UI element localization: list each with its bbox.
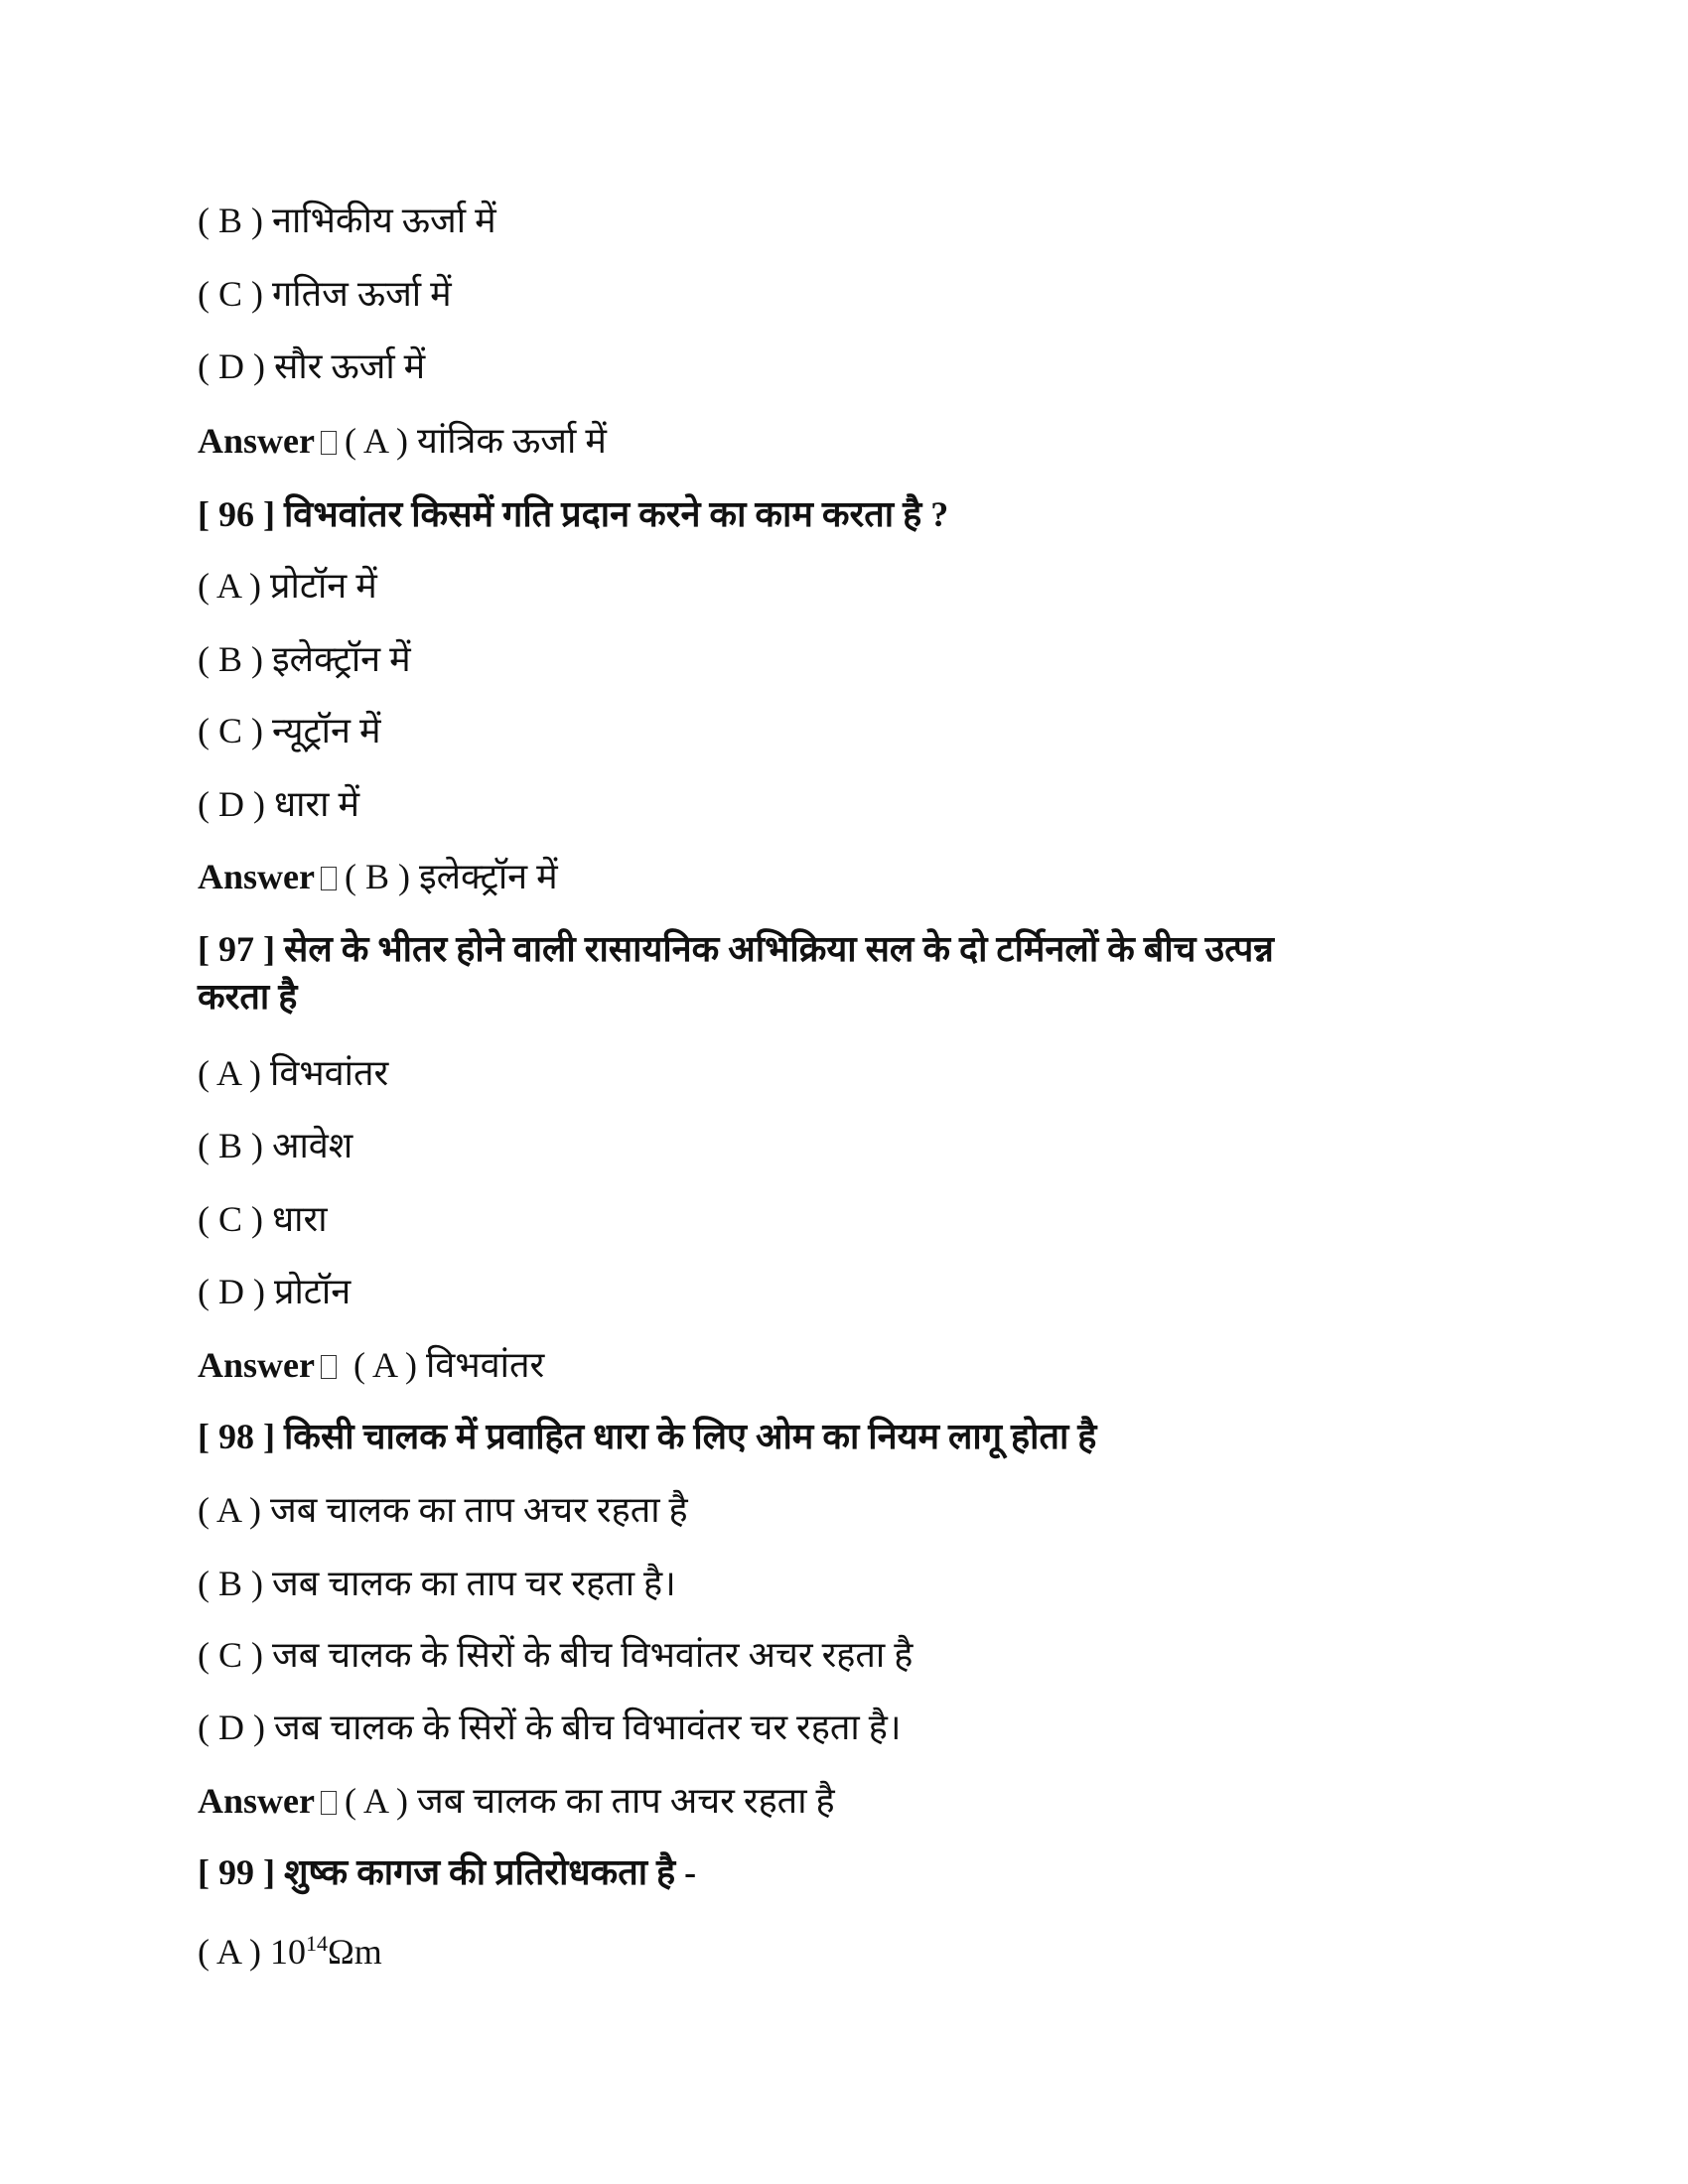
question-text: शुष्क कागज की प्रतिरोधकता है - xyxy=(283,1852,697,1892)
option-base: 10 xyxy=(270,1932,307,1972)
answer-label: Answer xyxy=(198,1345,315,1385)
option-label: ( A ) xyxy=(198,1932,262,1972)
option-label: ( B ) xyxy=(198,1126,263,1165)
answer-line xyxy=(198,1776,835,1826)
answer-text: ( A ) यांत्रिक ऊर्जा में xyxy=(344,421,607,461)
question-number: [ 98 ] xyxy=(198,1417,275,1456)
option-c xyxy=(198,1194,328,1244)
option-exponent: 14 xyxy=(306,1931,329,1956)
answer-line xyxy=(198,416,607,466)
option-label: ( D ) xyxy=(198,784,265,824)
missing-glyph-icon xyxy=(321,1791,337,1815)
option-a xyxy=(198,1485,688,1535)
option-a xyxy=(198,1919,382,1972)
option-label: ( B ) xyxy=(198,201,263,240)
option-c xyxy=(198,706,380,755)
option-d xyxy=(198,779,359,829)
option-text: प्रोटॉन में xyxy=(270,566,377,606)
option-label: ( A ) xyxy=(198,1053,262,1093)
question-number: [ 97 ] xyxy=(198,929,275,969)
option-text: जब चालक के सिरों के बीच विभावंतर चर रहता है। xyxy=(273,1707,902,1747)
question-98 xyxy=(198,1412,1096,1461)
option-label: ( C ) xyxy=(198,1635,263,1675)
option-text: धारा xyxy=(272,1199,328,1239)
option-label: ( B ) xyxy=(198,1564,263,1603)
option-unit: Ωm xyxy=(328,1932,382,1972)
option-text: प्रोटॉन xyxy=(273,1272,352,1311)
option-d xyxy=(198,1267,351,1316)
option-text: जब चालक का ताप चर रहता है। xyxy=(272,1564,676,1603)
missing-glyph-icon xyxy=(321,867,337,890)
answer-text: ( B ) इलेक्ट्रॉन में xyxy=(344,857,558,896)
question-96 xyxy=(198,489,948,539)
option-label: ( D ) xyxy=(198,346,265,386)
option-text: इलेक्ट्रॉन में xyxy=(272,639,411,679)
answer-text: ( A ) विभवांतर xyxy=(344,1345,545,1385)
missing-glyph-icon xyxy=(321,431,337,455)
option-label: ( A ) xyxy=(198,566,262,606)
option-b xyxy=(198,1559,676,1608)
answer-label: Answer xyxy=(198,1781,315,1821)
answer-line xyxy=(198,852,558,901)
option-b xyxy=(198,196,496,245)
option-a xyxy=(198,1048,388,1098)
option-label: ( A ) xyxy=(198,1490,262,1530)
question-97 xyxy=(198,924,1274,974)
option-label: ( D ) xyxy=(198,1707,265,1747)
missing-glyph-icon xyxy=(321,1355,337,1379)
question-text: किसी चालक में प्रवाहित धारा के लिए ओम का नियम लागू होता है xyxy=(283,1417,1097,1456)
option-text: आवेश xyxy=(272,1126,353,1165)
answer-text: ( A ) जब चालक का ताप अचर रहता है xyxy=(344,1781,835,1821)
option-text: सौर ऊर्जा में xyxy=(273,346,426,386)
question-number: [ 99 ] xyxy=(198,1852,275,1892)
question-text: करता है xyxy=(198,977,298,1017)
option-text: जब चालक के सिरों के बीच विभवांतर अचर रहता है xyxy=(272,1635,914,1675)
option-a xyxy=(198,561,377,611)
option-text: नाभिकीय ऊर्जा में xyxy=(272,201,496,240)
option-b xyxy=(198,1121,352,1170)
option-c xyxy=(198,269,452,319)
option-label: ( C ) xyxy=(198,274,263,314)
option-label: ( C ) xyxy=(198,1199,263,1239)
option-text: विभवांतर xyxy=(270,1053,389,1093)
option-text: गतिज ऊर्जा में xyxy=(272,274,452,314)
question-97-continued xyxy=(198,972,297,1022)
option-label: ( D ) xyxy=(198,1272,265,1311)
option-text: न्यूट्रॉन में xyxy=(272,711,381,751)
option-d xyxy=(198,341,425,391)
question-number: [ 96 ] xyxy=(198,494,275,534)
question-text: विभवांतर किसमें गति प्रदान करने का काम करता है ? xyxy=(283,494,949,534)
question-99 xyxy=(198,1847,696,1897)
answer-label: Answer xyxy=(198,857,315,896)
option-c xyxy=(198,1630,913,1680)
answer-label: Answer xyxy=(198,421,315,461)
question-text: सेल के भीतर होने वाली रासायनिक अभिक्रिया सल के दो टर्मिनलों के बीच उत्पन्न xyxy=(283,929,1274,969)
option-label: ( B ) xyxy=(198,639,263,679)
option-d xyxy=(198,1703,902,1752)
answer-line xyxy=(198,1340,544,1390)
option-label: ( C ) xyxy=(198,711,263,751)
option-b xyxy=(198,634,411,684)
option-text: धारा में xyxy=(273,784,360,824)
option-text: जब चालक का ताप अचर रहता है xyxy=(270,1490,688,1530)
